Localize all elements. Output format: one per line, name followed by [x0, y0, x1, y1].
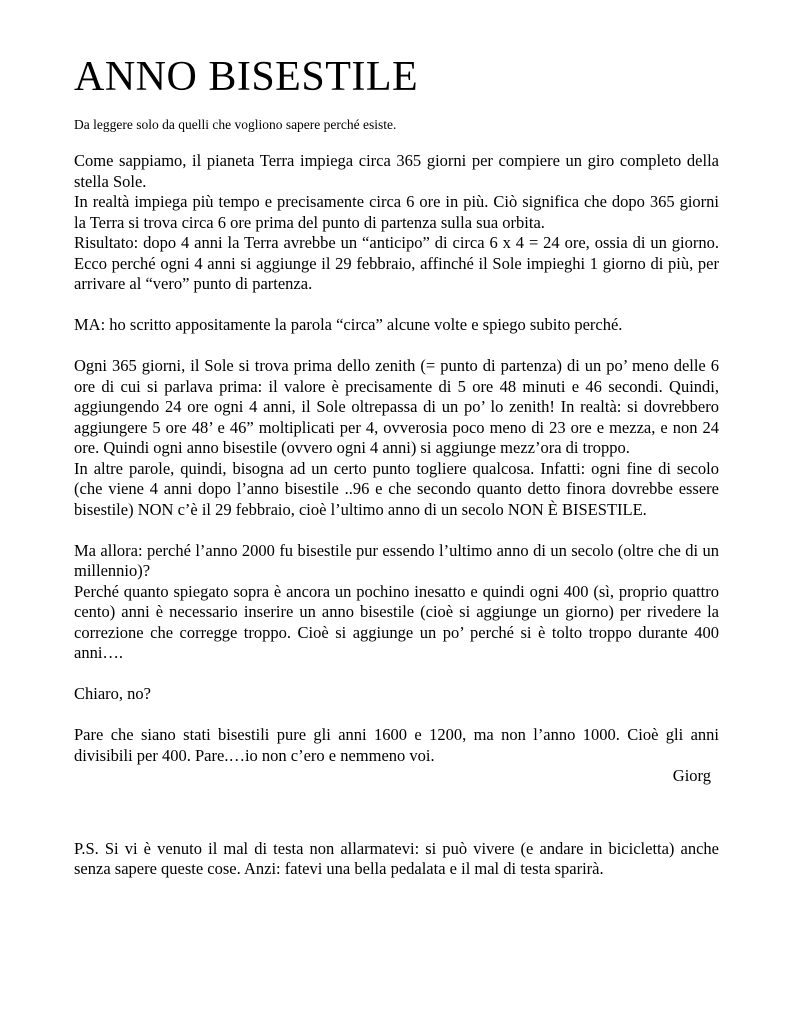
paragraph-examples: Pare che siano stati bisestili pure gli anni 1600 e 1200, ma non l’anno 1000. Cioè gli anni divisibili per 400. Pare.…io non c’ero e nemmeno voi.	[74, 725, 719, 765]
postscript: P.S. Si vi è venuto il mal di testa non allarmatevi: si può vivere (e andare in bicicletta) anche senza sapere queste cose. Anzi: fatevi una bella pedalata e il mal di testa sparirà.	[74, 838, 719, 878]
paragraph-400-rule: Perché quanto spiegato sopra è ancora un pochino inesatto e quindi ogni 400 (sì, proprio quattro cento) anni è necessario inserire un anno bisestile (cioè si aggiunge un giorno) per rivedere la correzione che corregge troppo. Cioè si aggiunge un po’ perché si è tolto troppo durante 400 anni….	[74, 581, 719, 662]
paragraph-extra-hours: In realtà impiega più tempo e precisamente circa 6 ore in più. Ciò significa che dopo 365 giorni la Terra si trova circa 6 ore prima del punto di partenza sulla sua orbita.	[74, 192, 719, 232]
paragraph-intro: Come sappiamo, il pianeta Terra impiega circa 365 giorni per compiere un giro completo della stella Sole.	[74, 151, 719, 191]
paragraph-year-2000-question: Ma allora: perché l’anno 2000 fu bisestile pur essendo l’ultimo anno di un secolo (oltre che di un millennio)?	[74, 540, 719, 580]
postscript-spacer	[74, 787, 719, 839]
paragraph-clear: Chiaro, no?	[74, 684, 151, 703]
paragraph-spacer	[74, 705, 719, 726]
signature: Giorg	[672, 766, 711, 785]
paragraph-spacer	[74, 336, 719, 357]
document-subtitle: Da leggere solo da quelli che vogliono sapere perché esiste.	[74, 117, 397, 132]
paragraph-circa-note: MA: ho scritto appositamente la parola “circa” alcune volte e spiego subito perché.	[74, 315, 623, 334]
document-title: ANNO BISESTILE	[74, 54, 419, 100]
paragraph-zenith: Ogni 365 giorni, il Sole si trova prima dello zenith (= punto di partenza) di un po’ meno delle 6 ore di cui si parlava prima: il valore è precisamente di 5 ore 48 minuti e 46 secondi. Quindi, aggiungendo 24 ore ogni 4 anni, il Sole oltrepassa di un po’ lo zenith! In realtà: si dovrebbero aggiungere 5 ore 48’ e 46” moltiplicati per 4, ovverosia poco meno di 23 ore e mezza, e non 24 ore. Quindi ogni anno bisestile (ovvero ogni 4 anni) si aggiunge mezz’ora di troppo.	[74, 356, 719, 457]
paragraph-century-rule: In altre parole, quindi, bisogna ad un certo punto togliere qualcosa. Infatti: ogni fine di secolo (che viene 4 anni dopo l’anno bisestile ..96 e che secondo quanto detto finora dovrebbe essere bisestile) NON c’è il 29 febbraio, cioè l’ultimo anno di un secolo NON È BISESTILE.	[74, 458, 719, 519]
paragraph-spacer	[74, 295, 719, 316]
paragraph-spacer	[74, 520, 719, 541]
paragraph-result: Risultato: dopo 4 anni la Terra avrebbe un “anticipo” di circa 6 x 4 = 24 ore, ossia di un giorno. Ecco perché ogni 4 anni si aggiunge il 29 febbraio, affinché il Sole impieghi 1 giorno di più, per arrivare al “vero” punto di partenza.	[74, 233, 719, 293]
paragraph-spacer	[74, 664, 719, 685]
document-page	[74, 52, 719, 880]
